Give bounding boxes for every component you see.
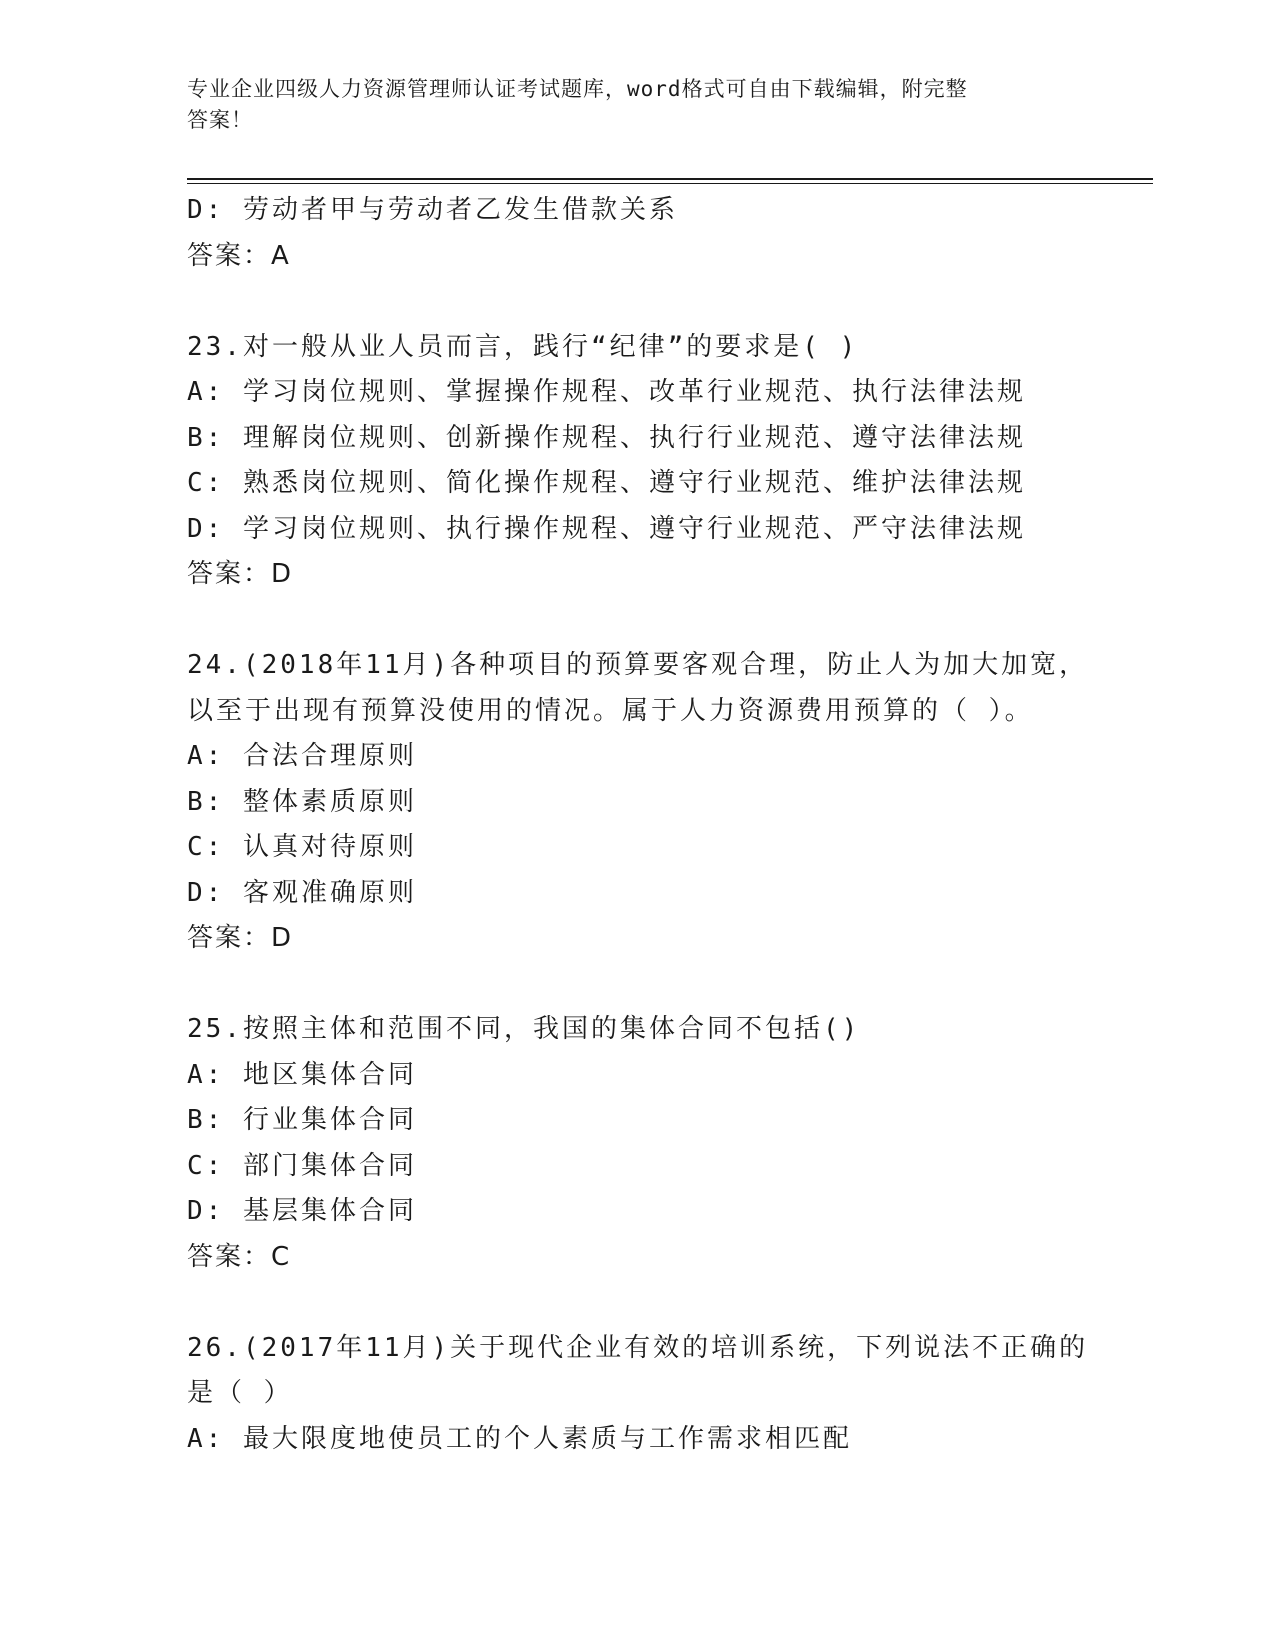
option-b: B: 理解岗位规则、创新操作规程、执行行业规范、遵守法律法规 [187, 422, 1026, 453]
header-line-1: 专业企业四级人力资源管理师认证考试题库，word格式可自由下载编辑，附完整 [187, 77, 968, 101]
option-c: C: 认真对待原则 [187, 832, 417, 862]
question-stem-line-1: 26.(2017年11月)关于现代企业有效的培训系统，下列说法不正确的 [187, 1332, 1089, 1363]
option-d: D: 学习岗位规则、执行操作规程、遵守行业规范、严守法律法规 [187, 513, 1026, 544]
header-divider-thin [187, 183, 1153, 184]
option-b: B: 行业集体合同 [187, 1105, 417, 1135]
answer-line: 答案：C [187, 1241, 292, 1272]
question-22-tail [187, 188, 1087, 279]
spacer [187, 598, 1087, 644]
spacer [187, 279, 1087, 325]
question-26 [187, 1326, 1087, 1463]
question-list [187, 188, 1087, 1462]
option-a: A: 最大限度地使员工的个人素质与工作需求相匹配 [187, 1423, 852, 1454]
header-divider-thick [187, 178, 1153, 180]
question-stem-line-2: 以至于出现有预算没使用的情况。属于人力资源费用预算的（ ）。 [187, 695, 1034, 726]
question-23 [187, 325, 1087, 598]
option-d: D: 基层集体合同 [187, 1196, 417, 1226]
option-a: A: 地区集体合同 [187, 1059, 417, 1090]
question-stem-line-1: 24.(2018年11月)各种项目的预算要客观合理，防止人为加大加宽， [187, 650, 1089, 680]
question-24 [187, 643, 1087, 962]
option-c: C: 部门集体合同 [187, 1150, 417, 1181]
header-line-2: 答案！ [187, 108, 253, 132]
answer-line: 答案：D [187, 559, 294, 589]
spacer [187, 962, 1087, 1008]
question-stem: 25.按照主体和范围不同，我国的集体合同不包括() [187, 1014, 861, 1044]
spacer [187, 1280, 1087, 1326]
question-stem: 23.对一般从业人员而言，践行“纪律”的要求是( ) [187, 331, 859, 362]
option-a: A: 学习岗位规则、掌握操作规程、改革行业规范、执行法律法规 [187, 377, 1026, 407]
option-a: A: 合法合理原则 [187, 741, 417, 771]
answer-line: 答案：D [187, 923, 294, 953]
page-header [187, 74, 1067, 136]
option-d: D: 劳动者甲与劳动者乙发生借款关系 [187, 195, 678, 225]
question-25 [187, 1007, 1087, 1280]
option-c: C: 熟悉岗位规则、简化操作规程、遵守行业规范、维护法律法规 [187, 468, 1026, 498]
option-d: D: 客观准确原则 [187, 877, 417, 908]
option-b: B: 整体素质原则 [187, 786, 417, 817]
question-stem-line-2: 是（ ） [187, 1378, 293, 1408]
answer-line: 答案：A [187, 240, 291, 271]
